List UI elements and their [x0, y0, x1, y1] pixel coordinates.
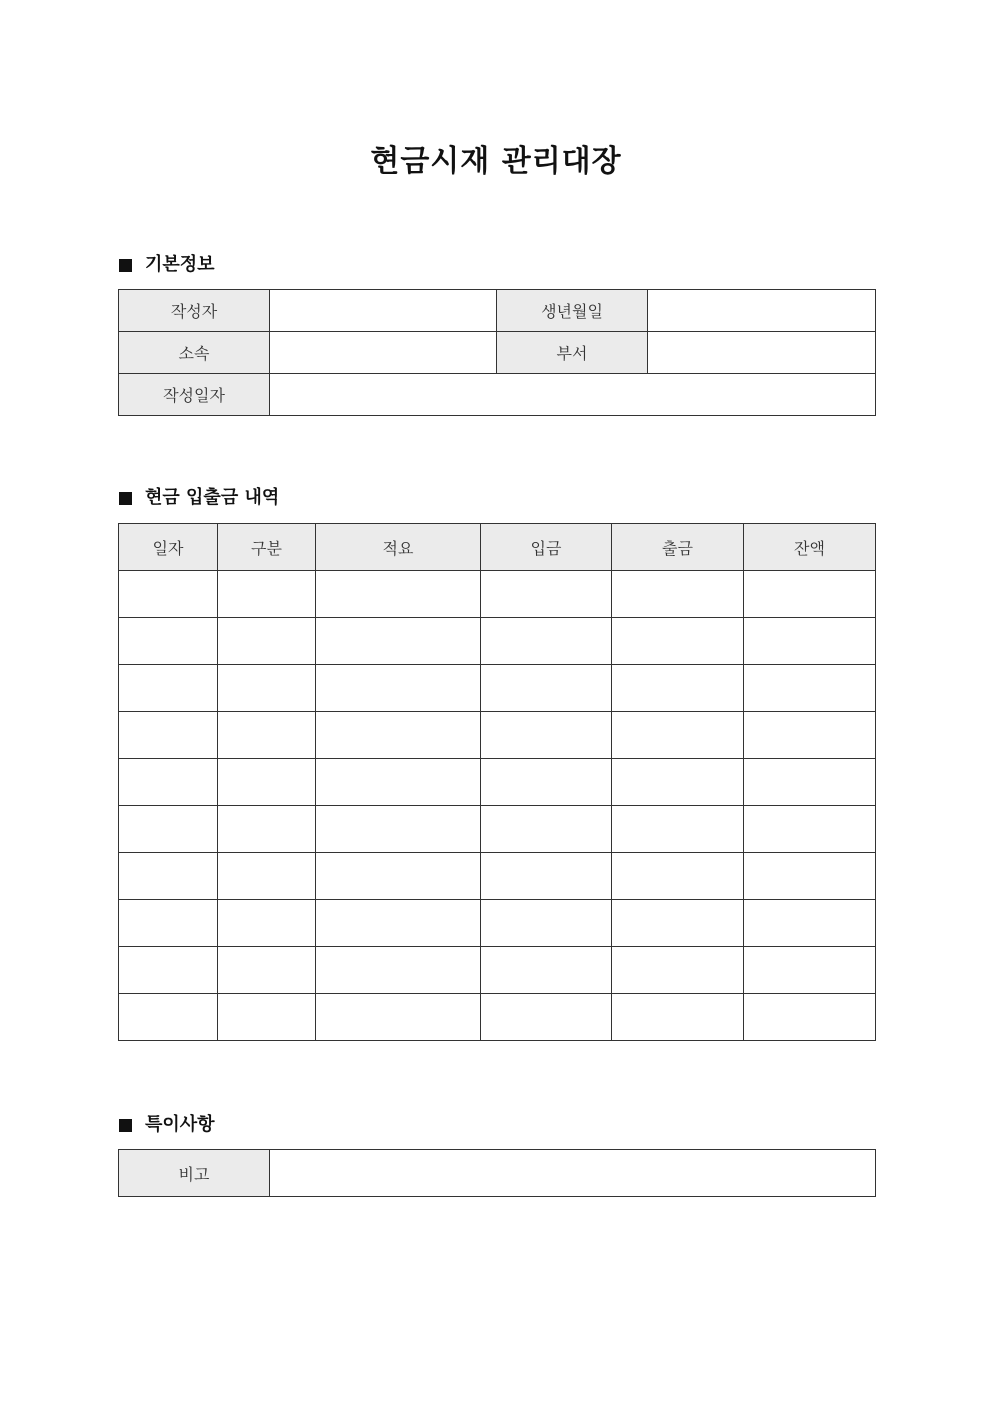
deposit-cell[interactable]: [481, 947, 612, 994]
date-label: 작성일자: [119, 374, 270, 416]
table-row: [119, 947, 876, 994]
category-cell[interactable]: [218, 806, 316, 853]
balance-cell[interactable]: [744, 618, 876, 665]
withdrawal-cell[interactable]: [612, 947, 744, 994]
deposit-cell[interactable]: [481, 900, 612, 947]
basic-info-table: [118, 289, 876, 416]
date-cell[interactable]: [119, 994, 218, 1041]
withdrawal-cell[interactable]: [612, 994, 744, 1041]
description-cell[interactable]: [316, 665, 481, 712]
birthdate-field[interactable]: [648, 290, 876, 332]
square-bullet-icon: [119, 1119, 132, 1132]
column-header-date: 일자: [119, 524, 218, 571]
section-heading-cash-log: [119, 487, 279, 509]
deposit-cell[interactable]: [481, 665, 612, 712]
withdrawal-cell[interactable]: [612, 665, 744, 712]
section-heading-notes: [119, 1114, 215, 1136]
table-row: [119, 332, 876, 374]
notes-table: [118, 1149, 876, 1197]
withdrawal-cell[interactable]: [612, 712, 744, 759]
category-cell[interactable]: [218, 947, 316, 994]
balance-cell[interactable]: [744, 947, 876, 994]
department-label: 부서: [497, 332, 648, 374]
table-row: [119, 994, 876, 1041]
category-cell[interactable]: [218, 618, 316, 665]
date-cell[interactable]: [119, 665, 218, 712]
balance-cell[interactable]: [744, 665, 876, 712]
author-label: 작성자: [119, 290, 270, 332]
withdrawal-cell[interactable]: [612, 618, 744, 665]
column-header-deposit: 입금: [481, 524, 612, 571]
withdrawal-cell[interactable]: [612, 853, 744, 900]
column-header-category: 구분: [218, 524, 316, 571]
category-cell[interactable]: [218, 759, 316, 806]
remarks-field[interactable]: [270, 1150, 876, 1197]
affiliation-field[interactable]: [270, 332, 497, 374]
deposit-cell[interactable]: [481, 759, 612, 806]
withdrawal-cell[interactable]: [612, 900, 744, 947]
affiliation-label: 소속: [119, 332, 270, 374]
deposit-cell[interactable]: [481, 806, 612, 853]
table-row: [119, 290, 876, 332]
deposit-cell[interactable]: [481, 712, 612, 759]
withdrawal-cell[interactable]: [612, 571, 744, 618]
deposit-cell[interactable]: [481, 571, 612, 618]
section-heading-basic-info: [119, 254, 215, 276]
date-cell[interactable]: [119, 618, 218, 665]
withdrawal-cell[interactable]: [612, 759, 744, 806]
balance-cell[interactable]: [744, 994, 876, 1041]
date-cell[interactable]: [119, 712, 218, 759]
column-header-description: 적요: [316, 524, 481, 571]
balance-cell[interactable]: [744, 853, 876, 900]
document-title: 현금시재 관리대장: [370, 144, 622, 179]
table-row: [119, 571, 876, 618]
category-cell[interactable]: [218, 712, 316, 759]
description-cell[interactable]: [316, 994, 481, 1041]
square-bullet-icon: [119, 492, 132, 505]
category-cell[interactable]: [218, 853, 316, 900]
table-row: [119, 712, 876, 759]
deposit-cell[interactable]: [481, 994, 612, 1041]
description-cell[interactable]: [316, 571, 481, 618]
birthdate-label: 생년월일: [497, 290, 648, 332]
category-cell[interactable]: [218, 571, 316, 618]
table-row: [119, 1150, 876, 1197]
category-cell[interactable]: [218, 665, 316, 712]
table-row: [119, 900, 876, 947]
description-cell[interactable]: [316, 618, 481, 665]
table-header-row: [119, 524, 876, 571]
balance-cell[interactable]: [744, 900, 876, 947]
description-cell[interactable]: [316, 900, 481, 947]
balance-cell[interactable]: [744, 571, 876, 618]
date-cell[interactable]: [119, 900, 218, 947]
description-cell[interactable]: [316, 853, 481, 900]
department-field[interactable]: [648, 332, 876, 374]
category-cell[interactable]: [218, 994, 316, 1041]
description-cell[interactable]: [316, 759, 481, 806]
deposit-cell[interactable]: [481, 853, 612, 900]
table-row: [119, 374, 876, 416]
deposit-cell[interactable]: [481, 618, 612, 665]
date-field[interactable]: [270, 374, 876, 416]
date-cell[interactable]: [119, 759, 218, 806]
column-header-withdrawal: 출금: [612, 524, 744, 571]
section-heading-label: 현금 입출금 내역: [145, 487, 280, 508]
table-row: [119, 806, 876, 853]
author-field[interactable]: [270, 290, 497, 332]
column-header-balance: 잔액: [744, 524, 876, 571]
balance-cell[interactable]: [744, 759, 876, 806]
section-heading-label: 기본정보: [145, 254, 215, 275]
balance-cell[interactable]: [744, 806, 876, 853]
category-cell[interactable]: [218, 900, 316, 947]
date-cell[interactable]: [119, 947, 218, 994]
date-cell[interactable]: [119, 806, 218, 853]
description-cell[interactable]: [316, 712, 481, 759]
square-bullet-icon: [119, 259, 132, 272]
table-row: [119, 853, 876, 900]
table-row: [119, 618, 876, 665]
date-cell[interactable]: [119, 853, 218, 900]
cash-log-table: [118, 523, 876, 1041]
balance-cell[interactable]: [744, 712, 876, 759]
description-cell[interactable]: [316, 947, 481, 994]
section-heading-label: 특이사항: [145, 1114, 215, 1135]
description-cell[interactable]: [316, 806, 481, 853]
table-row: [119, 665, 876, 712]
cash-log-body: [119, 571, 876, 1041]
remarks-label: 비고: [119, 1150, 270, 1197]
table-row: [119, 759, 876, 806]
withdrawal-cell[interactable]: [612, 806, 744, 853]
date-cell[interactable]: [119, 571, 218, 618]
